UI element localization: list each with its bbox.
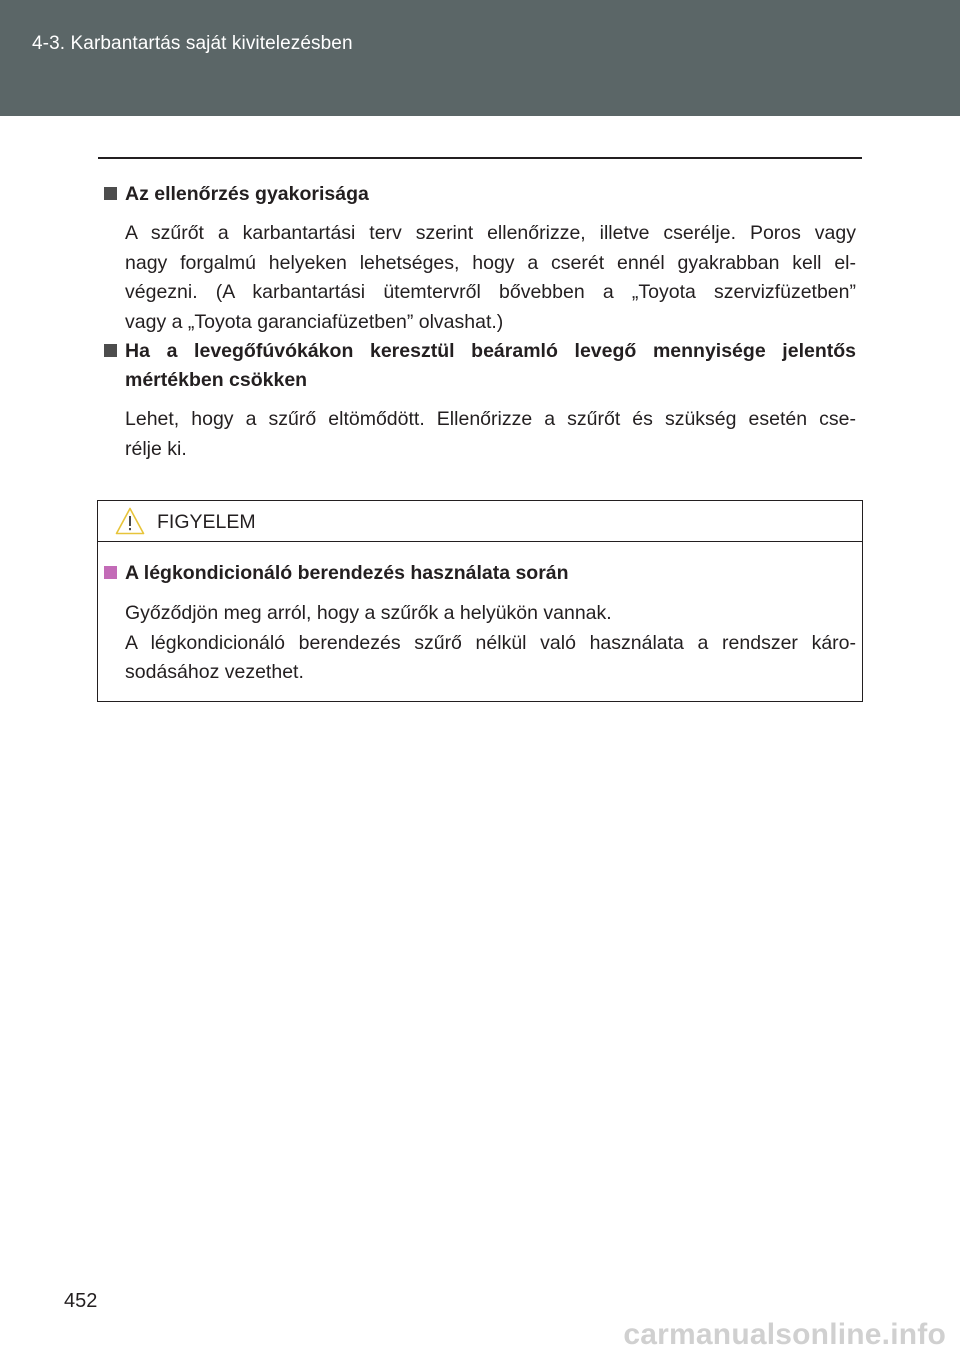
warning-box — [97, 500, 863, 702]
body-line: nagy forgalmú helyeken lehetséges, hogy a cserét ennél gyakrabban kell el- — [125, 251, 856, 274]
warning-content — [104, 559, 856, 688]
section-heading-text: mértékben csökken — [125, 369, 308, 391]
watermark-text: carmanualsonline.info — [623, 1318, 946, 1351]
section-body — [104, 219, 856, 337]
warning-label: FIGYELEM — [157, 511, 256, 533]
section-heading — [104, 337, 856, 395]
square-bullet-icon — [104, 344, 117, 357]
warning-body — [104, 599, 856, 688]
body-line: Győződjön meg arról, hogy a szűrők a helyükön vannak. — [125, 602, 612, 624]
top-divider — [98, 157, 862, 159]
warning-heading — [104, 559, 856, 588]
square-bullet-icon — [104, 566, 117, 579]
body-line: vagy a „Toyota garanciafüzetben” olvashat.) — [125, 310, 504, 333]
section-heading-text: Ha a levegőfúvókákon keresztül beáramló levegő mennyisége jelentős — [125, 340, 856, 362]
body-line: rélje ki. — [125, 437, 187, 460]
warning-triangle-icon — [115, 507, 145, 535]
body-line: végezni. (A karbantartási ütemtervről bővebben a „Toyota szervizfüzetben” — [125, 281, 856, 303]
section-inspection-frequency — [104, 180, 856, 337]
warning-title-row — [98, 501, 862, 542]
body-line: sodásához vezethet. — [125, 661, 304, 683]
section-heading — [104, 180, 856, 209]
section-airflow-reduced — [104, 337, 856, 464]
body-line: A szűrőt a karbantartási terv szerint ellenőrizze, illetve cserélje. Poros vagy — [125, 222, 856, 244]
body-line: A légkondicionáló berendezés szűrő nélkül való használata a rendszer káro- — [125, 631, 856, 654]
chapter-header — [0, 0, 960, 116]
page-number: 452 — [64, 1290, 98, 1312]
section-heading-text: Az ellenőrzés gyakorisága — [125, 183, 369, 205]
section-body — [104, 405, 856, 464]
square-bullet-icon — [104, 187, 117, 200]
warning-heading-text: A légkondicionáló berendezés használata során — [125, 562, 569, 584]
chapter-title: 4-3. Karbantartás saját kivitelezésben — [32, 33, 353, 54]
body-line: Lehet, hogy a szűrő eltömődött. Ellenőrizze a szűrőt és szükség esetén cse- — [125, 408, 856, 430]
